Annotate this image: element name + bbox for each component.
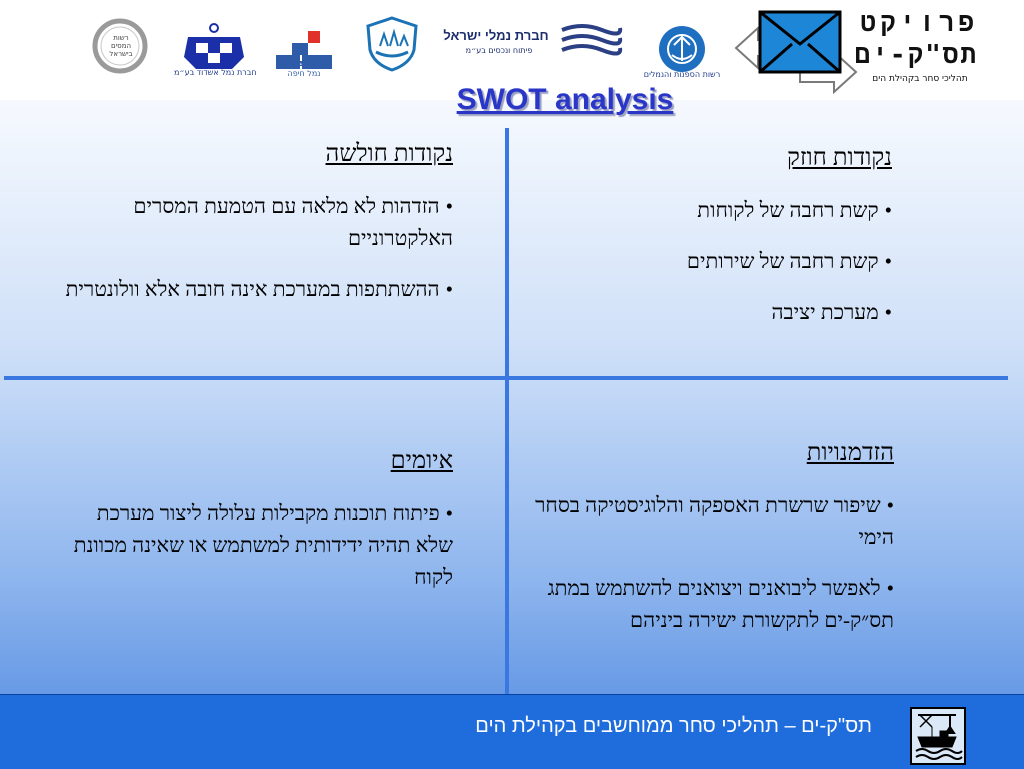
list-item: •קשת רחבה של לקוחות [697, 198, 892, 222]
threats-list [73, 497, 453, 593]
slide-title: SWOT analysis [456, 83, 674, 116]
threats-quadrant [73, 448, 453, 612]
horizontal-divider [4, 376, 1008, 380]
opportunities-quadrant [534, 440, 894, 655]
tax-authority-logo: רשות המסים בישראל [92, 18, 152, 74]
list-item: •ההשתתפות במערכת אינה חובה אלא וולונטרית [65, 277, 453, 301]
weaknesses-quadrant [33, 141, 453, 324]
strengths-quadrant [532, 145, 892, 347]
weaknesses-list [33, 190, 453, 305]
opportunities-heading: הזדמנויות [806, 440, 894, 466]
footer-text: תס"ק-ים – תהליכי סחר ממוחשבים בקהילת הים [475, 715, 872, 737]
list-item: •קשת רחבה של שירותים [686, 249, 892, 273]
weaknesses-heading: נקודות חולשה [325, 141, 453, 167]
list-item: •מערכת יציבה [771, 300, 892, 324]
list-item: •הזדהות לא מלאה עם הטמעת המסרים האלקטרוניים [133, 194, 453, 250]
ship-crane-icon [910, 707, 966, 765]
shipping-authority-logo: רשות הספנות והנמלים [640, 16, 724, 82]
opportunities-list [534, 489, 894, 636]
shield-emblem-logo [364, 16, 420, 72]
haifa-port-logo: HAIFA PORT נמל חיפה [266, 20, 342, 80]
threats-heading: איומים [390, 448, 453, 474]
list-item: •שיפור שרשרת האספקה והלוגיסטיקה בסחר הימי [535, 493, 894, 549]
ashdod-port-logo: חברת נמל אשדוד בע״מ [178, 18, 250, 80]
strengths-list [532, 194, 892, 328]
israel-ports-logo: חברת נמלי ישראל פיתוח ונכסים בע״מ [434, 20, 626, 64]
strengths-heading: נקודות חוזק [787, 145, 892, 171]
vertical-divider [505, 128, 509, 694]
footer-bar [0, 694, 1024, 769]
list-item: •פיתוח תוכנות מקבילות עלולה ליצור מערכת שלא תהיה ידידותית למשתמש או שאינה מכוונת לקוח [73, 501, 453, 589]
list-item: •לאפשר ליבואנים ויצואנים להשתמש במתג תס״ק-ים לתקשורת ישירה ביניהם [547, 576, 894, 632]
project-logo: פרויקט תס"ק-ים תהליכי סחר בקהילת הים [730, 4, 980, 96]
